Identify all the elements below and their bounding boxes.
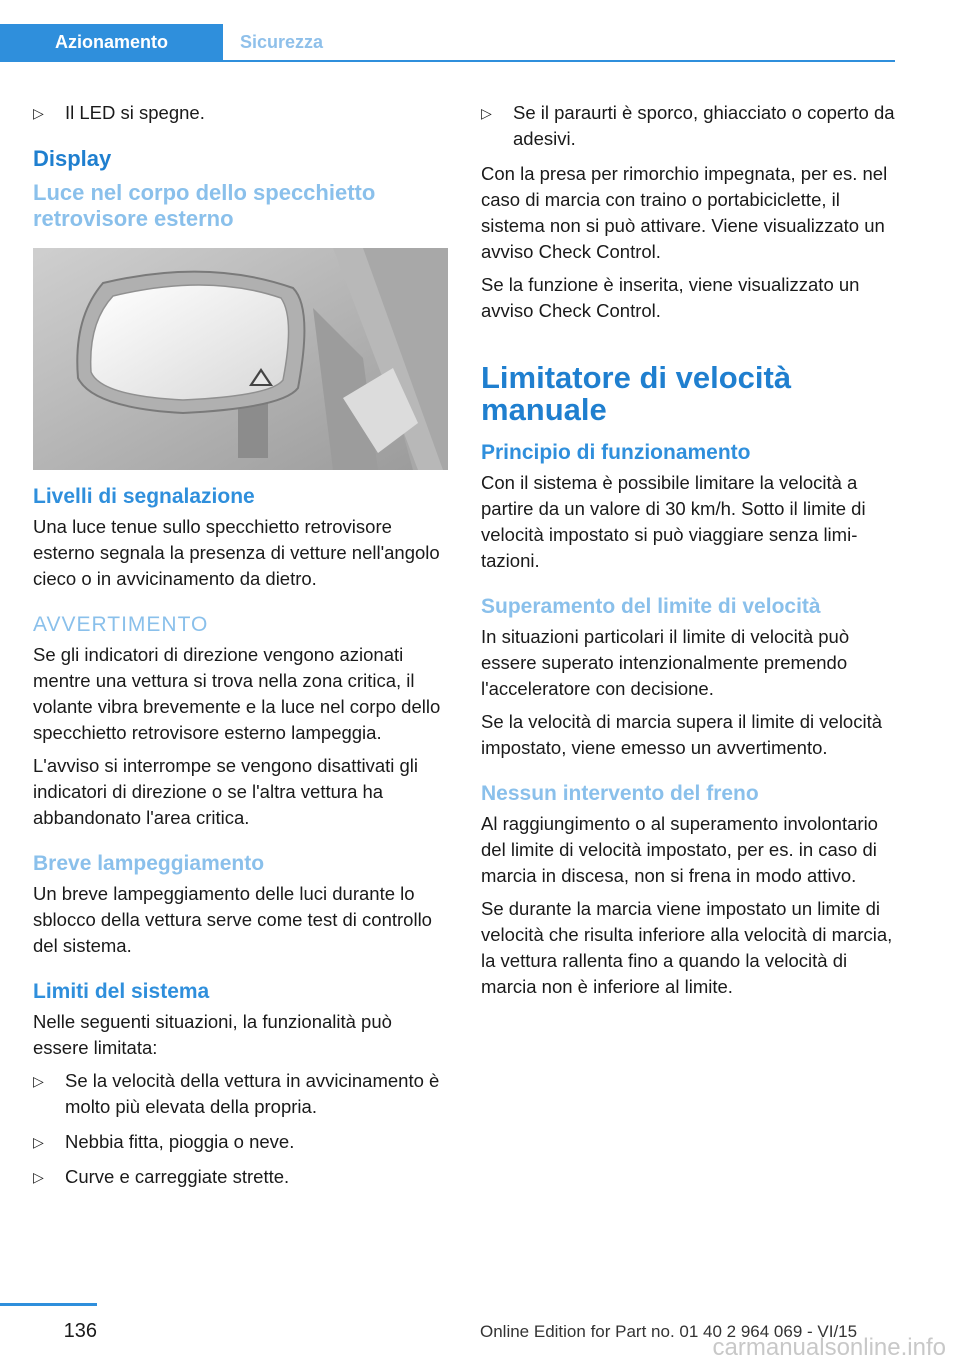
paragraph: Un breve lampeggiamento delle luci durante lo sblocco della vettura serve come test di controllo del sistema. [33, 883, 432, 956]
paragraph: Con il sistema è possibile limitare la velocità a partire da un valore di 30 km/h. Sotto il limite di velocità impostato si può viaggiare senza limitazioni. [481, 472, 866, 571]
section-heading-levels: Livelli di segnalazione [33, 485, 255, 508]
paragraph: L'avviso si interrompe se vengono disattivati gli indicatori di direzione o se l'altra vettura ha abbandonato l'area critica. [33, 755, 419, 828]
list-item-text: Se il paraurti è sporco, ghiacciato o coperto da adesivi. [513, 102, 895, 149]
paragraph: Una luce tenue sullo specchietto retrovisore esterno segnala la presenza di vetture nell'angolo cieco o in avvicinamento da dietro. [33, 516, 440, 589]
right-column [481, 100, 896, 1007]
paragraph: Se gli indicatori di direzione vengono azionati mentre una vettura si trova nella zona critica, il volante vibra brevemente e la luce nel corpo dello specchietto retrovisore esterno lampeggia. [33, 644, 441, 743]
paragraph: Se durante la marcia viene impostato un limite di velocità che risulta inferiore alla velocità di marcia, la vettura rallenta fino a quando la velocità di marcia non è inferiore al limite. [481, 898, 893, 997]
watermark: carmanualsonline.info [712, 1334, 946, 1361]
section-heading-no-brake: Nessun intervento del freno [481, 782, 759, 805]
list-item-text: Curve e carreggiate strette. [65, 1166, 290, 1187]
list-item [481, 100, 896, 152]
list-item [33, 100, 448, 126]
tab-azionamento[interactable]: Azionamento [0, 24, 223, 60]
paragraph: Se la funzione è inserita, viene visualizzato un avviso Check Control. [481, 274, 860, 321]
subsection-heading-mirror-light: Luce nel corpo dello specchietto retrovisore esterno [33, 180, 376, 231]
header-rule [0, 60, 895, 62]
list-item [33, 1129, 448, 1155]
section-heading-display: Display [33, 146, 112, 171]
paragraph: In situazioni particolari il limite di velocità può essere superato intenzionalmente premendo l'acceleratore con decisione. [481, 626, 850, 699]
triangle-bullet-icon: ▷ [33, 1134, 44, 1150]
tab-sicurezza[interactable]: Sicurezza [240, 32, 324, 52]
paragraph: Se la velocità di marcia supera il limite di velocità impostato, viene emesso un avvertimento. [481, 711, 883, 758]
page-number-rule [0, 1303, 97, 1306]
chapter-tabs [0, 24, 895, 62]
section-heading-exceed: Superamento del limite di velocità [481, 595, 821, 618]
list-item [33, 1164, 448, 1190]
triangle-bullet-icon: ▷ [33, 1169, 44, 1185]
section-heading-principle: Principio di funzionamento [481, 441, 751, 464]
triangle-bullet-icon: ▷ [481, 105, 492, 121]
triangle-bullet-icon: ▷ [33, 105, 44, 121]
list-item-text: Se la velocità della vettura in avvicinamento è molto più elevata della propria. [65, 1070, 440, 1117]
section-heading-limits: Limiti del sistema [33, 980, 210, 1003]
chapter-heading-speed-limiter: Limitatore di velocità manuale [481, 360, 792, 427]
list-item [33, 1068, 448, 1120]
paragraph: Nelle seguenti situazioni, la funzionalità può essere limitata: [33, 1011, 392, 1058]
left-column [33, 100, 448, 1199]
page-number: 136 [63, 1320, 97, 1342]
list-item-text: Il LED si spegne. [65, 102, 205, 123]
warning-heading: AVVERTIMENTO [33, 613, 209, 636]
mirror-warning-light-illustration [33, 248, 448, 470]
list-item-text: Nebbia fitta, pioggia o neve. [65, 1131, 295, 1152]
paragraph: Con la presa per rimorchio impegnata, per es. nel caso di marcia con traino o portabiciclette, il sistema non si può attivare. Viene visualizzato un avviso Check Control. [481, 163, 888, 262]
paragraph: Al raggiungimento o al superamento involontario del limite di velocità impostato, per es. in caso di marcia in discesa, non si frena in modo attivo. [481, 813, 878, 886]
edition-footer: Online Edition for Part no. 01 40 2 964 069 - VI/15 [480, 1322, 858, 1341]
triangle-bullet-icon: ▷ [33, 1073, 44, 1089]
section-heading-flash: Breve lampeggiamento [33, 852, 265, 875]
